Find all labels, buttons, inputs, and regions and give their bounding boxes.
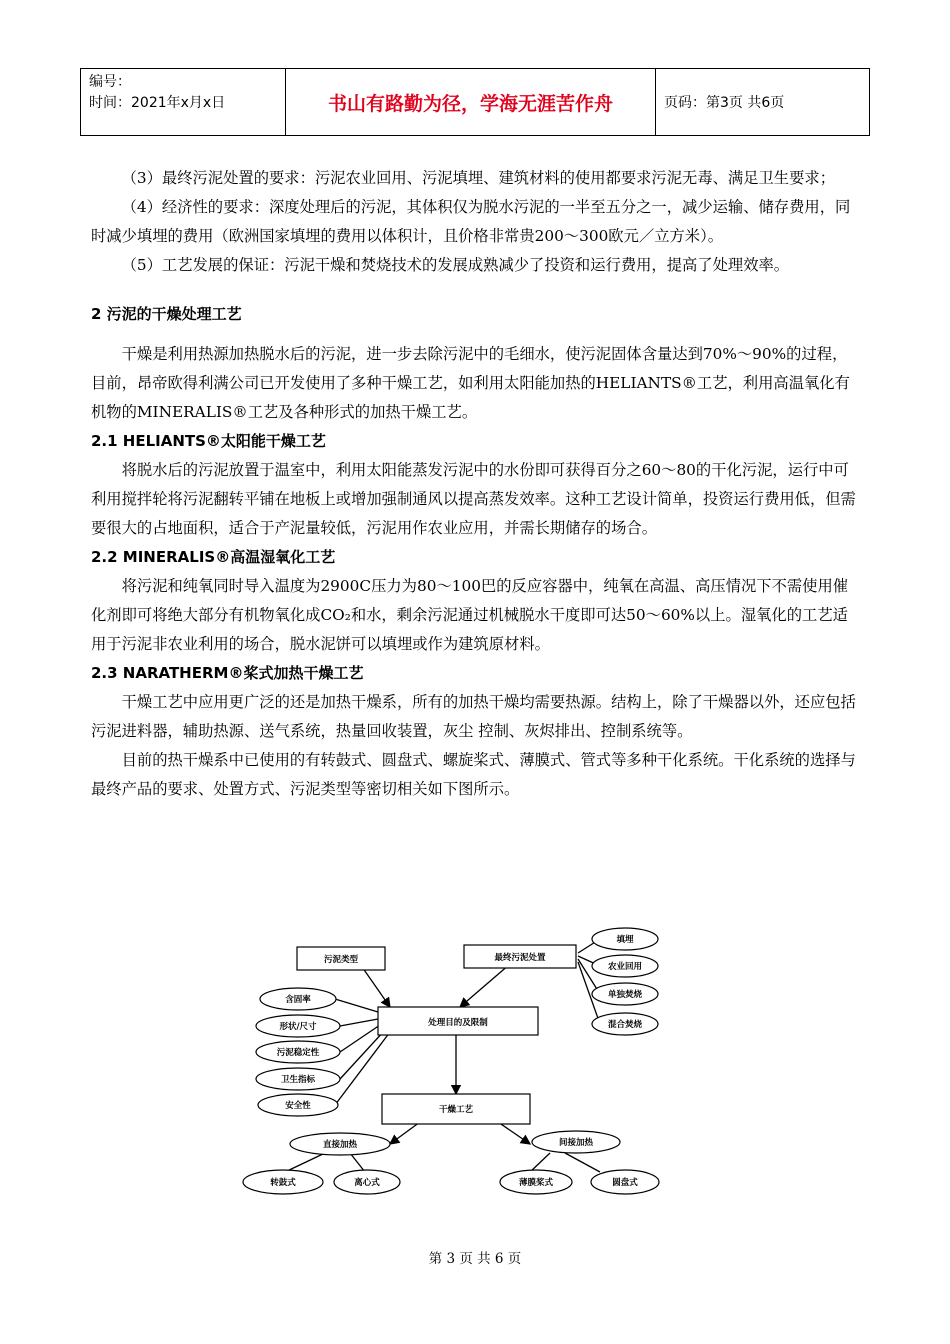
paragraph: 干燥是利用热源加热脱水后的污泥，进一步去除污泥中的毛细水，使污泥固体含量达到70%～90%的过程，目前，昂帝欧得利满公司已开发使用了多种干燥工艺，如利用太阳能加热的HELIANTS®工艺，利用高温氧化有机物的MINERALIS®工艺及各种形式的加热干燥工艺。 xyxy=(91,345,850,421)
page-footer: 第 3 页 共 6 页 xyxy=(428,1251,522,1267)
label-solids: 含固率 xyxy=(285,995,311,1005)
header-page-label: 页码：第3页 共6页 xyxy=(664,95,785,111)
label-film: 薄膜桨式 xyxy=(518,1178,554,1188)
header-meta xyxy=(81,69,286,135)
label-stability: 污泥稳定性 xyxy=(276,1048,320,1058)
label-sludge-type: 污泥类型 xyxy=(323,955,359,965)
label-final-disposal: 最终污泥处置 xyxy=(494,953,546,963)
label-direct: 直接加热 xyxy=(322,1140,358,1150)
label-indirect: 间接加热 xyxy=(558,1138,594,1148)
header-motto: 书山有路勤为径，学海无涯苦作舟 xyxy=(286,69,656,135)
paragraph: 将脱水后的污泥放置于温室中，利用太阳能蒸发污泥中的水份即可获得百分之60～80的干化污泥，运行中可利用搅拌轮将污泥翻转平铺在地板上或增加强制通风以提高蒸发效率。这种工艺设计简单，投资运行费用低，但需要很大的占地面积，适合于产泥量较低，污泥用作农业应用，并需长期储存的场合。 xyxy=(91,461,856,537)
paragraph: 将污泥和纯氧同时导入温度为2900C压力为80～100巴的反应容器中，纯氧在高温、高压情况下不需使用催化剂即可将绝大部分有机物氧化成CO₂和水，剩余污泥通过机械脱水干度即可达50～60%以上。湿氧化的工艺适用于污泥非农业利用的场合，脱水泥饼可以填埋或作为建筑原材料。 xyxy=(91,577,849,653)
header-table xyxy=(80,68,870,136)
label-co-incin: 混合焚烧 xyxy=(607,1020,643,1030)
paragraph: （4）经济性的要求：深度处理后的污泥，其体积仅为脱水污泥的一半至五分之一，减少运输、储存费用，同时减少填埋的费用（欧洲国家填埋的费用以体积计，且价格非常贵200～300欧元／立方米）。 xyxy=(91,198,851,245)
label-landfill: 填埋 xyxy=(616,935,634,945)
label-hygiene: 卫生指标 xyxy=(280,1075,316,1085)
label-centrifugal: 离心式 xyxy=(354,1178,380,1188)
subsection-heading: 2.3 NARATHERM®桨式加热干燥工艺 xyxy=(91,664,364,682)
diagram-svg xyxy=(240,922,660,1202)
document-body xyxy=(91,164,861,804)
drying-process-diagram xyxy=(240,922,660,1202)
paragraph: 目前的热干燥系中已使用的有转鼓式、圆盘式、螺旋桨式、薄膜式、管式等多种干化系统。干化系统的选择与最终产品的要求、处置方式、污泥类型等密切相关如下图所示。 xyxy=(91,751,856,798)
label-safety: 安全性 xyxy=(285,1101,311,1111)
time-label: 时间：2021年x月x日 xyxy=(89,95,226,111)
section-heading: 2 污泥的干燥处理工艺 xyxy=(91,305,242,323)
paragraph: （5）工艺发展的保证：污泥干燥和焚烧技术的发展成熟减少了投资和运行费用，提高了处理效率。 xyxy=(121,256,790,274)
number-label: 编号： xyxy=(89,74,131,90)
paragraph: （3）最终污泥处置的要求：污泥农业回用、污泥填埋、建筑材料的使用都要求污泥无毒、满足卫生要求； xyxy=(121,169,835,187)
label-single-incin: 单独焚烧 xyxy=(607,990,643,1000)
subsection-heading: 2.2 MINERALIS®高温湿氧化工艺 xyxy=(91,548,336,566)
label-purpose: 处理目的及限制 xyxy=(428,1018,488,1028)
label-drying: 干燥工艺 xyxy=(438,1105,474,1115)
subsection-heading: 2.1 HELIANTS®太阳能干燥工艺 xyxy=(91,432,326,450)
label-shape: 形状/尺寸 xyxy=(279,1022,317,1032)
label-drum: 转鼓式 xyxy=(270,1178,296,1188)
label-agri: 农业回用 xyxy=(607,962,643,972)
paragraph: 干燥工艺中应用更广泛的还是加热干燥系，所有的加热干燥均需要热源。结构上，除了干燥器以外，还应包括污泥进料器，辅助热源、送气系统，热量回收装置，灰尘 控制、灰烬排出、控制系统等。 xyxy=(91,693,856,740)
label-disc: 圆盘式 xyxy=(612,1178,638,1188)
